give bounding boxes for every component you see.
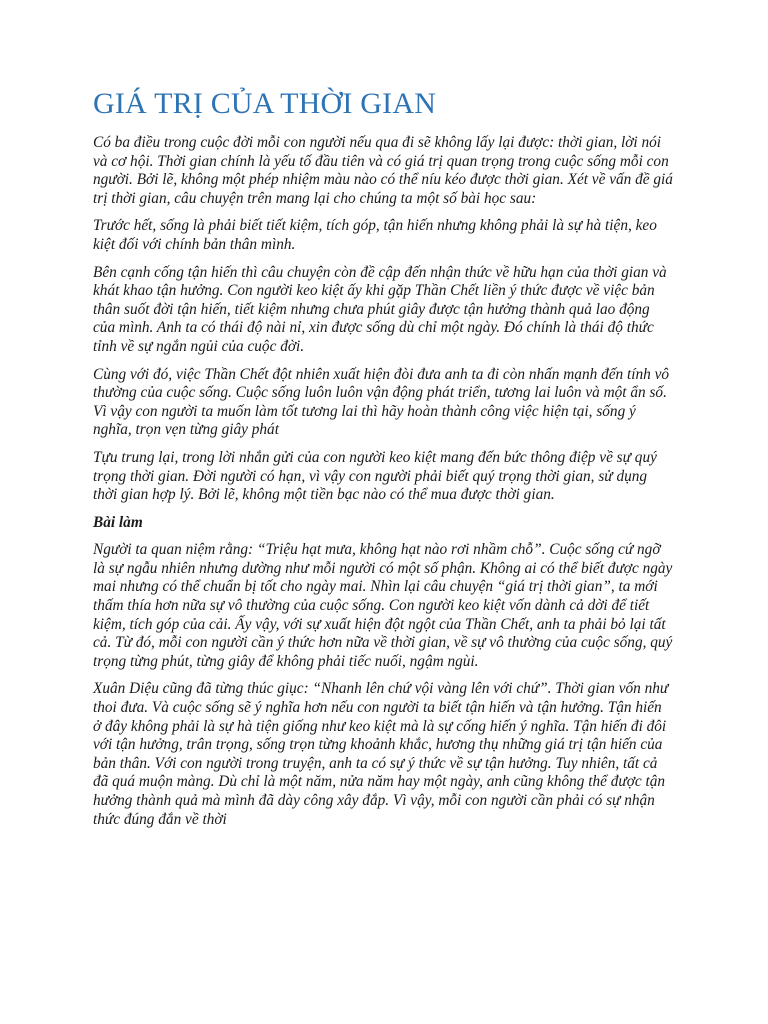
- body-paragraph-1: Người ta quan niệm rằng: “Triệu hạt mưa, không hạt nào rơi nhầm chỗ”. Cuộc sống cứ ngỡ là sự ngẫu nhiên nhưng dường như mỗi người có một số phận. Không ai có thể biết được ngày mai nhưng có thể chuẩn bị tốt cho ngày mai. Nhìn lại câu chuyện “giá trị thời gian”, ta mới thấm thía hơn nữa sự vô thường của cuộc sống. Con người keo kiệt vốn dành cả dời để tiết kiệm, tích góp của cải. Ấy vậy, với sự xuất hiện đột ngột của Thần Chết, anh ta phải bỏ lại tất cả. Từ đó, mỗi con người cần ý thức hơn nữa về thời gian, về sự vô thường của cuộc sống, quý trọng từng phút, từng giây để không phải tiếc nuối, ngậm ngùi.: [93, 541, 673, 670]
- document-title: GIÁ TRỊ CỦA THỜI GIAN: [93, 87, 437, 120]
- intro-paragraph-3: Bên cạnh cống tận hiến thì câu chuyện còn đề cập đến nhận thức về hữu hạn của thời gian và khát khao tận hưởng. Con người keo kiệt ấy khi gặp Thần Chết liền ý thức được về việc bản thân suốt đời tận hiến, tiết kiệm nhưng chưa phút giây được tận hưởng thành quả lao động của mình. Anh ta có thái độ nài nỉ, xin được sống dù chỉ một ngày. Đó chính là thái độ thức tỉnh về sự ngắn ngủi của cuộc đời.: [93, 263, 667, 355]
- intro-paragraph-1: Có ba điều trong cuộc đời mỗi con người nếu qua đi sẽ không lấy lại được: thời gian, lời nói và cơ hội. Thời gian chính là yếu tố đầu tiên và có giá trị quan trọng trong cuộc sống mỗi con người. Bởi lẽ, không một phép nhiệm màu nào có thể níu kéo được thời gian. Xét về vấn đề giá trị thời gian, câu chuyện trên mang lại cho chúng ta một số bài học sau:: [93, 134, 673, 207]
- section-heading: Bài làm: [93, 513, 143, 531]
- intro-paragraph-4: Cùng với đó, việc Thần Chết đột nhiên xuất hiện đòi đưa anh ta đi còn nhấn mạnh đến tính vô thường của cuộc sống. Cuộc sống luôn luôn vận động phát triển, tương lai luôn và một ẩn số. Vì vậy con người ta muốn làm tốt tương lai thì hãy hoàn thành công việc hiện tại, sống ý nghĩa, trọn vẹn từng giây phát: [93, 365, 670, 439]
- body-paragraph-2: Xuân Diệu cũng đã từng thúc giục: “Nhanh lên chứ vội vàng lên với chứ”. Thời gian vốn như thoi đưa. Và cuộc sống sẽ ý nghĩa hơn nếu con người ta biết tận hiến và tận hưởng. Tận hiến ở đây không phải là sự hà tiện giống như keo kiệt mà là sự cống hiến ý nghĩa. Tận hiến đi đôi với tận hưởng, trân trọng, sống trọn từng khoảnh khắc, hương thụ những giá trị tận hiến của bản thân. Với con người trong truyện, anh ta có sự ý thức về sự tận hưởng. Tuy nhiên, tất cả đã quá muộn màng. Dù chỉ là một năm, nửa năm hay một ngày, anh cũng không thể được tận hưởng thành quả mà mình đã dày công xây đắp. Vì vậy, mỗi con người cần phải có sự nhận thức đúng đắn về thời: [93, 680, 669, 828]
- document-page: [93, 86, 673, 838]
- intro-paragraph-5: Tựu trung lại, trong lời nhắn gửi của con người keo kiệt mang đến bức thông điệp về sự quý trọng thời gian. Đời người có hạn, vì vậy con người phải biết quý trọng thời gian, sử dụng thời gian hợp lý. Bởi lẽ, không một tiền bạc nào có thể mua được thời gian.: [93, 448, 657, 504]
- intro-paragraph-2: Trước hết, sống là phải biết tiết kiệm, tích góp, tận hiến nhưng không phải là sự hà tiện, keo kiệt đối với chính bản thân mình.: [93, 217, 657, 253]
